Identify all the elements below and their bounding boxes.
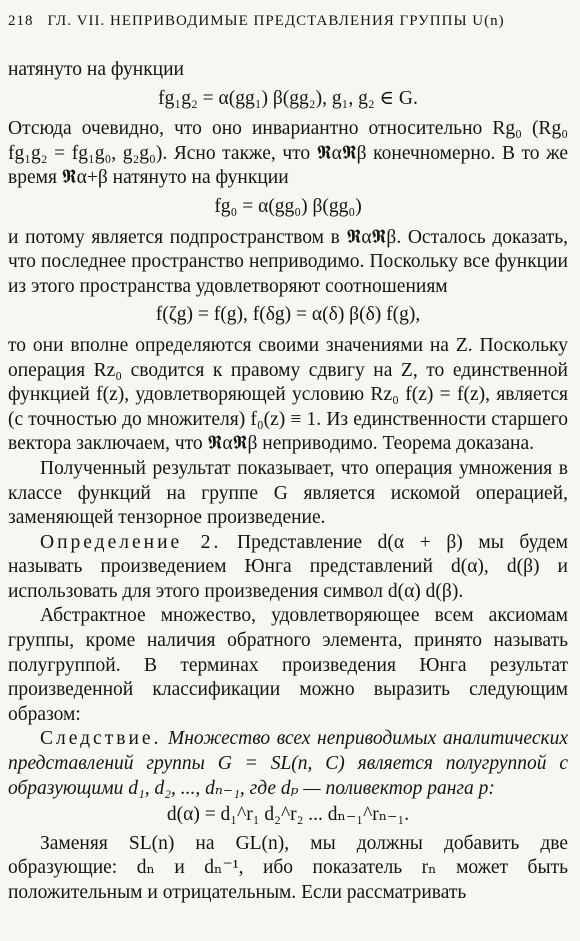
paragraph: натянуто на функции <box>8 59 184 80</box>
definition-text: Представление d(α + β) мы будем называть произведением Юнга представлений d(α), d(β) и использовать для этого произведения символ d(α) d(β). <box>8 531 569 602</box>
running-title: ГЛ. VII. НЕПРИВОДИМЫЕ ПРЕДСТАВЛЕНИЯ ГРУППЫ U(n) <box>47 13 505 29</box>
corollary-label: Следствие. <box>40 728 162 750</box>
corollary-text: Множество всех неприводимых аналитических представлений группы G = SL(n, C) является полугруппой с образующими d₁, d₂, ..., dₙ₋₁, где dₚ — поливектор ранга p: <box>8 728 568 799</box>
paragraph: и потому является подпространством в 𝕽α𝕽β. Осталось доказать, что последнее пространство неприводимо. Поскольку все функции из этого пространства удовлетворяют соотношениям <box>8 226 568 297</box>
display-formula: fg₁g₂ = α(gg₁) β(gg₂), g₁, g₂ ∈ G. <box>158 87 418 109</box>
definition-paragraph <box>8 531 568 605</box>
page-body <box>8 58 568 906</box>
paragraph: Отсюда очевидно, что оно инвариантно относительно Rg₀ (Rg₀ fg₁g₂ = fg₁g₀, g₂g₀). Ясно также, что 𝕽α𝕽β конечномерно. В то же время 𝕽α+β натянуто на функции <box>8 118 568 189</box>
running-header <box>8 13 570 30</box>
paragraph: Заменяя SL(n) на GL(n), мы должны добавить две образующие: dₙ и dₙ⁻¹, ибо показатель rₙ может быть положительным и отрицательным. Если рассматривать <box>8 832 568 903</box>
paragraph: то они вполне определяются своими значениями на Z. Поскольку операция Rz₀ сводится к правому сдвигу на Z, то единственной функцией f(z), удовлетворяющей условию Rz₀ f(z) = f(z), является (с точностью до множителя) f₀(z) ≡ 1. Из единственности старшего вектора заключаем, что 𝕽α𝕽β неприводимо. Теорема доказана. <box>8 334 568 455</box>
display-formula: f(ζg) = f(g), f(δg) = α(δ) β(δ) f(g), <box>155 304 421 326</box>
definition-label: Определение 2. <box>40 531 222 553</box>
display-formula: fg₀ = α(gg₀) β(gg₀) <box>214 195 362 217</box>
paragraph: Абстрактное множество, удовлетворяющее всем аксиомам группы, кроме наличия обратного элемента, принято называть полугруппой. В терминах произведения Юнга результат произведенной классификации можно выразить следующим образом: <box>8 605 568 725</box>
display-formula: d(α) = d₁^r₁ d₂^r₂ ... dₙ₋₁^rₙ₋₁. <box>166 804 410 826</box>
corollary-paragraph <box>8 727 568 801</box>
page-number: 218 <box>8 13 34 29</box>
paragraph: Полученный результат показывает, что операция умножения в классе функций на группе G является искомой операцией, заменяющей тензорное произведение. <box>8 457 568 529</box>
